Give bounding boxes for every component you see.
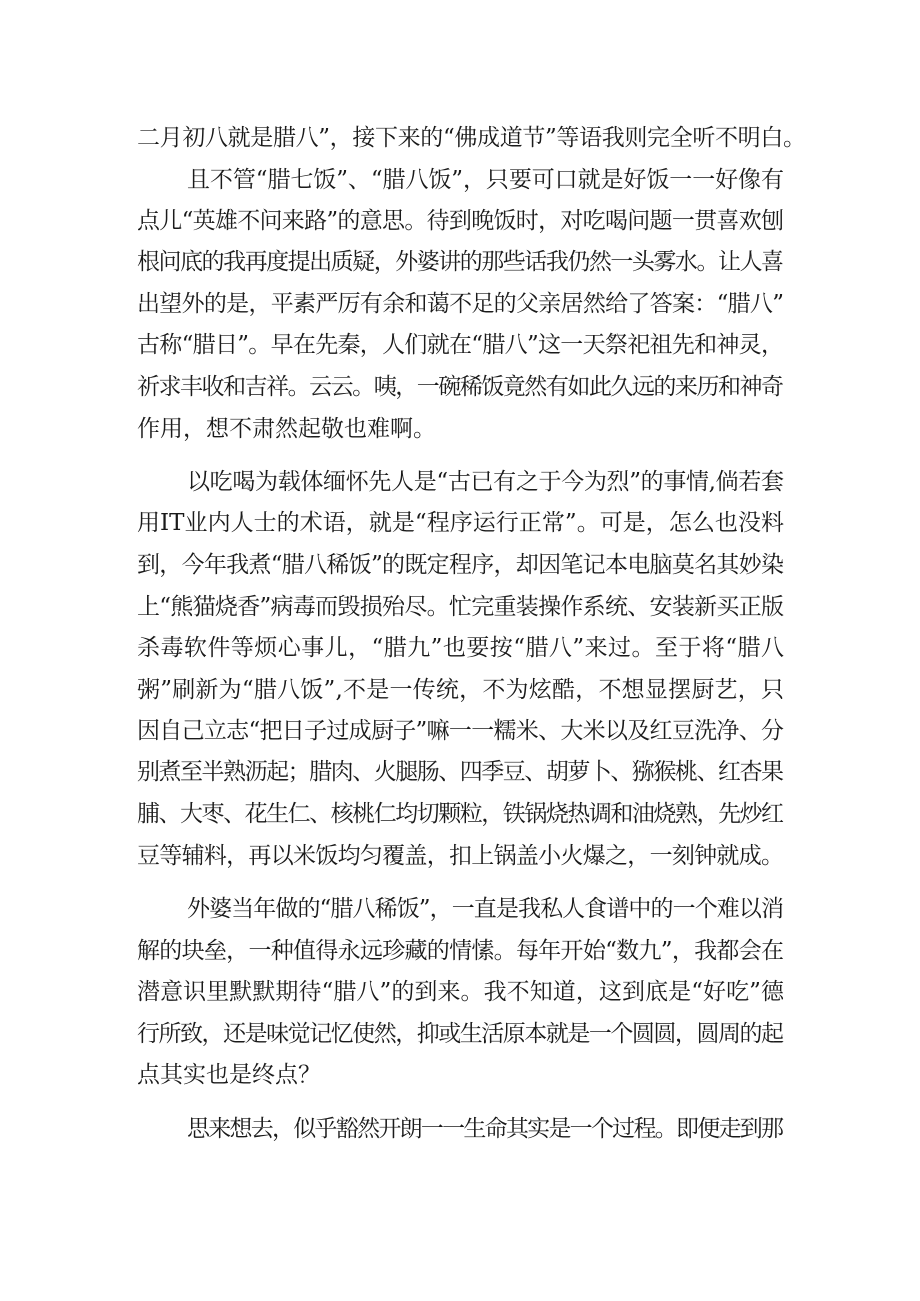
line-text: 别煮至半熟沥起；腊肉、火腿肠、四季豆、胡萝卜、猕猴桃、红杏果 [137, 759, 783, 785]
line-text: 脯、大枣、花生仁、核桃仁均切颗粒，铁锅烧热调和油烧熟，先炒红 [137, 801, 783, 827]
text-line [0, 1055, 920, 1095]
line-text: 作用，想不肃然起敬也难啊。 [137, 416, 436, 442]
line-text: 点其实也是终点？ [137, 1062, 321, 1088]
text-line [0, 409, 920, 449]
line-text: 上“熊猫烧香”病毒而毁损殆尽。忙完重装操作系统、安装新买正版 [137, 594, 784, 620]
text-line [0, 889, 920, 929]
text-line [0, 752, 920, 792]
text-line [0, 462, 920, 502]
text-line [0, 284, 920, 324]
line-text: 古称“腊日”。早在先秦，人们就在“腊八”这一天祭祀祖先和神灵， [137, 332, 784, 358]
line-text: 祈求丰收和吉祥。云云。咦，一碗稀饭竟然有如此久远的来历和神奇 [137, 374, 783, 400]
line-text: 外婆当年做的“腊八稀饭”，一直是我私人食谱中的一个难以消 [187, 896, 784, 922]
line-text: 以吃喝为载体缅怀先人是“古已有之于今为烈”的事情,倘若套 [187, 469, 784, 495]
text-line [0, 367, 920, 407]
text-line [0, 711, 920, 751]
text-line [0, 836, 920, 876]
line-text: 豆等辅料，再以米饭均匀覆盖，扣上锅盖小火爆之，一刻钟就成。 [137, 843, 784, 869]
line-text: 且不管“腊七饭”、“腊八饭”，只要可口就是好饭一一好像有 [187, 167, 784, 193]
line-text: 用IT业内人士的术语，就是“程序运行正常”。可是，怎么也没料 [137, 510, 785, 536]
line-text: 杀毒软件等烦心事儿，“腊九”也要按“腊八”来过。至于将“腊八 [137, 635, 785, 661]
text-line [0, 242, 920, 282]
text-line [0, 1014, 920, 1054]
line-text: 粥”刷新为“腊八饭”,不是一传统，不为炫酷，不想显摆厨艺，只 [137, 677, 785, 703]
text-line [0, 201, 920, 241]
line-text: 潜意识里默默期待“腊八”的到来。我不知道，这到底是“好吃”德 [137, 979, 785, 1005]
text-line [0, 1109, 920, 1149]
line-text: 二月初八就是腊八”，接下来的“佛成道节”等语我则完全听不明白。 [137, 125, 806, 151]
text-line [0, 587, 920, 627]
text-line [0, 503, 920, 543]
line-text: 到，今年我煮“腊八稀饭”的既定程序，却因笔记本电脑莫名其妙染 [137, 552, 784, 578]
text-line [0, 972, 920, 1012]
text-line [0, 628, 920, 668]
text-line [0, 931, 920, 971]
line-text: 出望外的是，平素严厉有余和蔼不足的父亲居然给了答案：“腊八” [137, 291, 784, 317]
text-line [0, 325, 920, 365]
text-line [0, 670, 920, 710]
line-text: 因自己立志“把日子过成厨子”嘛一一糯米、大米以及红豆洗净、分 [137, 718, 784, 744]
text-line [0, 545, 920, 585]
line-text: 思来想去，似乎豁然开朗一一生命其实是一个过程。即便走到那 [187, 1116, 783, 1142]
line-text: 点儿“英雄不问来路”的意思。待到晚饭时，对吃喝问题一贯喜欢刨 [137, 208, 784, 234]
line-text: 解的块垒，一种值得永远珍藏的情愫。每年开始“数九”，我都会在 [137, 938, 784, 964]
text-line [0, 160, 920, 200]
text-line [0, 794, 920, 834]
text-line [0, 118, 920, 158]
line-text: 行所致，还是味觉记忆使然，抑或生活原本就是一个圆圆，圆周的起 [137, 1021, 783, 1047]
line-text: 根问底的我再度提出质疑，外婆讲的那些话我仍然一头雾水。让人喜 [137, 249, 783, 275]
